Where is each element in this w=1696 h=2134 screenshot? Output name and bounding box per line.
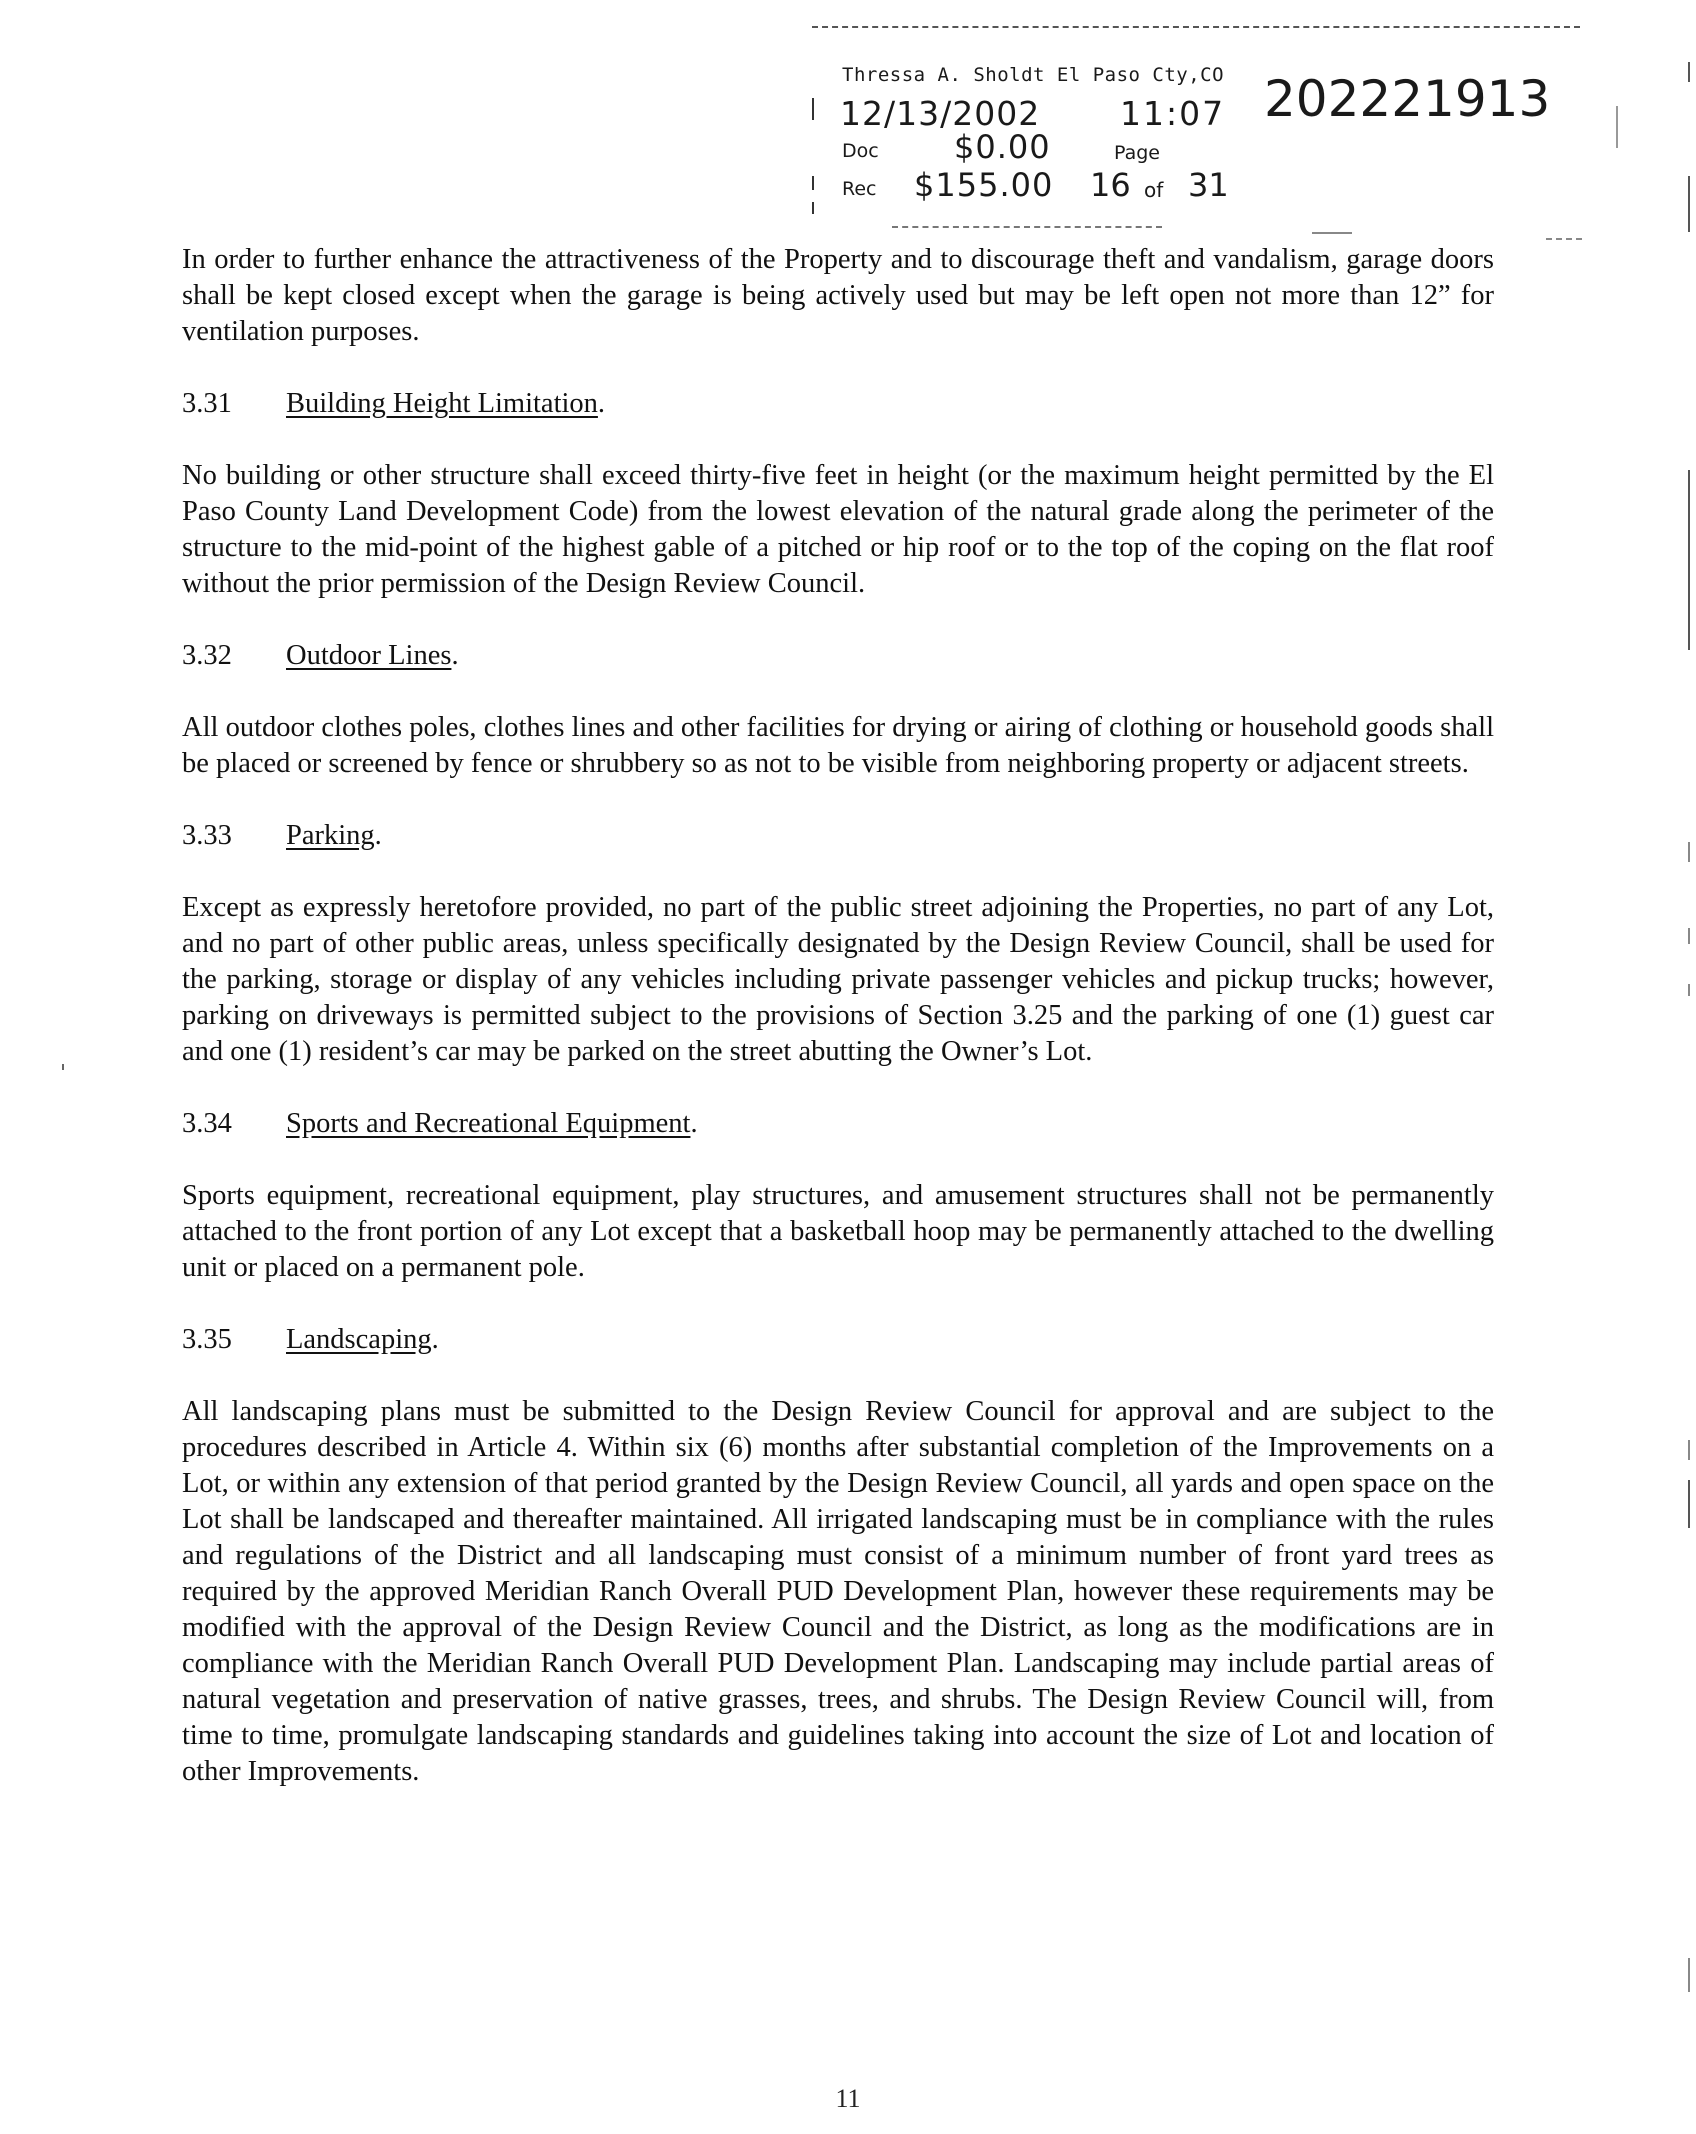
section-title: Parking bbox=[286, 820, 375, 851]
section-number: 3.34 bbox=[182, 1108, 232, 1139]
stamp-doc-label: Doc bbox=[842, 140, 879, 162]
stamp-page-label: Page bbox=[1114, 142, 1160, 164]
section-heading-3-33 bbox=[182, 818, 1494, 854]
stamp-date: 12/13/2002 bbox=[840, 94, 1041, 133]
stamp-tick-mark bbox=[812, 176, 814, 190]
section-title: Building Height Limitation bbox=[286, 388, 598, 419]
section-title-period: . bbox=[374, 820, 382, 851]
section-number: 3.33 bbox=[182, 820, 232, 851]
document-body bbox=[182, 242, 1494, 1790]
section-title-period: . bbox=[597, 388, 606, 419]
section-heading-3-34 bbox=[182, 1106, 1494, 1142]
recording-stamp bbox=[812, 26, 1582, 238]
section-number: 3.32 bbox=[182, 640, 232, 671]
stamp-page-current: 16 bbox=[1090, 166, 1131, 204]
section-text-3-32: All outdoor clothes poles, clothes lines and other facilities for drying or airing of clothing or household goods shall be placed or screened by fence or shrubbery so as not to be visible from neighboring property or adjacent streets. bbox=[182, 712, 1494, 779]
section-title: Sports and Recreational Equipment bbox=[286, 1108, 691, 1139]
stamp-page-of: of bbox=[1144, 178, 1164, 202]
scan-edge-mark bbox=[1688, 1958, 1690, 1992]
scan-edge-mark bbox=[1688, 928, 1690, 944]
section-title: Outdoor Lines bbox=[286, 640, 452, 671]
section-number: 3.35 bbox=[182, 1324, 232, 1355]
intro-paragraph: In order to further enhance the attractiveness of the Property and to discourage theft and vandalism, garage doors shall be kept closed except when the garage is being actively used but may be left open not more than 12” for ventilation purposes. bbox=[182, 244, 1494, 347]
scan-edge-mark bbox=[1688, 62, 1690, 82]
section-heading-3-31 bbox=[182, 386, 1494, 422]
scan-edge-mark bbox=[1688, 470, 1690, 650]
scan-speck bbox=[62, 1064, 64, 1070]
page-number: 11 bbox=[835, 2084, 861, 2113]
stamp-page-total: 31 bbox=[1188, 166, 1229, 204]
scan-edge-mark bbox=[1688, 1480, 1690, 1528]
scan-edge-mark bbox=[1688, 176, 1690, 232]
stamp-rec-fee: $155.00 bbox=[914, 166, 1054, 204]
section-title-period: . bbox=[451, 640, 459, 671]
stamp-bottom-rule bbox=[892, 226, 1162, 228]
stamp-record-number: 202221913 bbox=[1264, 70, 1551, 128]
stamp-top-rule bbox=[812, 26, 1580, 28]
section-title-period: . bbox=[431, 1324, 439, 1355]
stamp-rec-label: Rec bbox=[842, 178, 877, 200]
stamp-tick-mark bbox=[812, 202, 814, 214]
stamp-bottom-rule bbox=[1312, 232, 1352, 234]
scan-edge-mark bbox=[1616, 106, 1618, 148]
stamp-doc-fee: $0.00 bbox=[954, 128, 1051, 166]
stamp-tick-mark bbox=[812, 98, 814, 120]
scan-edge-mark bbox=[1688, 984, 1690, 996]
stamp-time: 11:07 bbox=[1120, 94, 1226, 133]
section-heading-3-35 bbox=[182, 1322, 1494, 1358]
section-text-3-33: Except as expressly heretofore provided, no part of the public street adjoining the Properties, no part of any Lot, and no part of other public areas, unless specifically designated by the Design Review Council, shall be used for the parking, storage or display of any vehicles including private passenger vehicles and pickup trucks; however, parking on driveways is permitted subject to the provisions of Section 3.25 and the parking of one (1) guest car and one (1) resident’s car may be parked on the street abutting the Owner’s Lot. bbox=[182, 892, 1494, 1067]
scan-edge-dash bbox=[1546, 238, 1582, 240]
section-text-3-31: No building or other structure shall exceed thirty-five feet in height (or the maximum height permitted by the El Paso County Land Development Code) from the lowest elevation of the natural grade along the perimeter of the structure to the mid-point of the highest gable of a pitched or hip roof or to the top of the coping on the flat roof without the prior permission of the Design Review Council. bbox=[182, 460, 1494, 599]
section-title: Landscaping bbox=[286, 1324, 432, 1355]
section-text-3-35: All landscaping plans must be submitted to the Design Review Council for approval and are subject to the procedures described in Article 4. Within six (6) months after substantial completion of the Improvements on a Lot, or within any extension of that period granted by the Design Review Council, all yards and open space on the Lot shall be landscaped and thereafter maintained. All irrigated landscaping must be in compliance with the rules and regulations of the District and all landscaping must consist of a minimum number of front yard trees as required by the approved Meridian Ranch Overall PUD Development Plan, however these requirements may be modified with the approval of the Design Review Council and the District, as long as the modifications are in compliance with the Meridian Ranch Overall PUD Development Plan. Landscaping may include partial areas of natural vegetation and preservation of native grasses, trees, and shrubs. The Design Review Council will, from time to time, promulgate landscaping standards and guidelines taking into account the size of Lot and location of other Improvements. bbox=[182, 1396, 1494, 1787]
scan-edge-mark bbox=[1688, 842, 1690, 862]
section-title-period: . bbox=[690, 1108, 698, 1139]
section-number: 3.31 bbox=[182, 388, 232, 419]
stamp-recorder-name: Thressa A. Sholdt El Paso Cty,CO bbox=[842, 64, 1225, 86]
section-text-3-34: Sports equipment, recreational equipment, play structures, and amusement structures shall not be permanently attached to the front portion of any Lot except that a basketball hoop may be permanently attached to the dwelling unit or placed on a permanent pole. bbox=[182, 1180, 1494, 1283]
section-heading-3-32 bbox=[182, 638, 1494, 674]
scan-edge-mark bbox=[1688, 1440, 1690, 1460]
